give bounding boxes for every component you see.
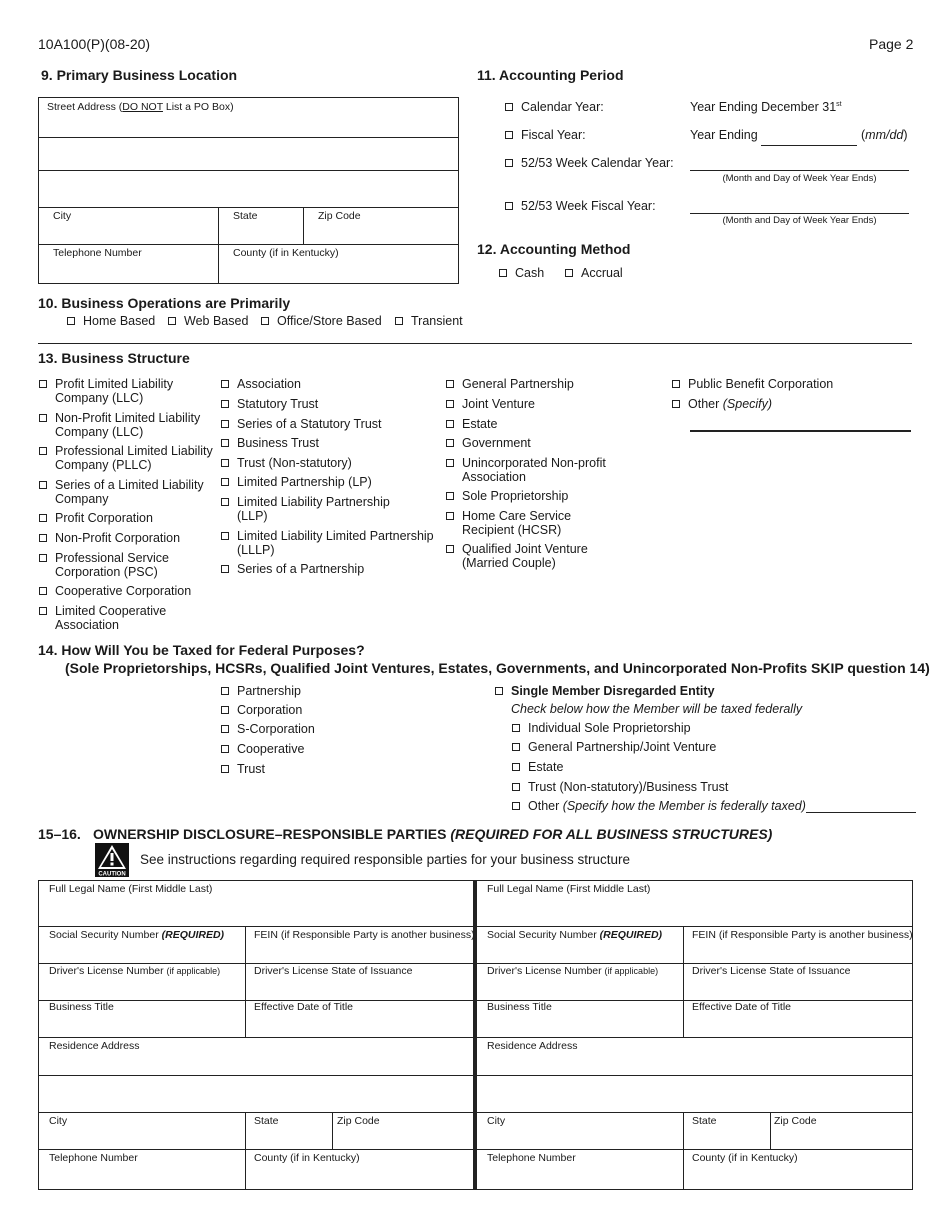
county-field[interactable] [219, 260, 458, 283]
state-label: State [233, 210, 258, 222]
party2-city-label: City [487, 1115, 506, 1127]
structure-option[interactable]: Non-Profit Corporation [39, 531, 180, 545]
party2-title-field[interactable] [478, 1015, 682, 1036]
week-calendar-note: (Month and Day of Week Year Ends) [722, 173, 877, 184]
section-divider [38, 343, 912, 344]
party1-county-field[interactable] [246, 1166, 472, 1189]
party2-phone-field[interactable] [478, 1166, 682, 1189]
cash-checkbox[interactable]: Cash [499, 266, 544, 280]
structure-option[interactable]: Limited Cooperative Association [39, 604, 166, 632]
party1-zip-field[interactable] [333, 1129, 472, 1148]
caution-icon [95, 843, 129, 877]
zip-label: Zip Code [318, 210, 361, 222]
street-address-line3-field[interactable] [39, 171, 458, 206]
tax-partnership-checkbox[interactable]: Partnership [221, 684, 301, 698]
structure-option[interactable]: Profit Corporation [39, 511, 153, 525]
zip-field[interactable] [304, 222, 458, 243]
party2-name-label: Full Legal Name (First Middle Last) [487, 883, 651, 895]
party2-eff-date-label: Effective Date of Title [692, 1001, 792, 1013]
structure-option[interactable]: Association [221, 377, 301, 391]
section-12-title: 12. Accounting Method [477, 241, 631, 257]
structure-option[interactable]: Home Care Service Recipient (HCSR) [446, 509, 571, 537]
structure-option[interactable]: Professional Service Corporation (PSC) [39, 551, 169, 579]
party1-city-field[interactable] [39, 1129, 244, 1148]
structure-option[interactable]: Series of a Limited Liability Company [39, 478, 204, 506]
party2-title-label: Business Title [487, 1001, 552, 1013]
smde-note: Check below how the Member will be taxed federally [511, 702, 803, 716]
fiscal-year-end-field[interactable] [761, 145, 857, 146]
structure-option[interactable]: Government [446, 436, 531, 450]
party1-state-label: State [254, 1115, 279, 1127]
structure-option[interactable]: Profit Limited Liability Company (LLC) [39, 377, 173, 405]
party1-zip-label: Zip Code [337, 1115, 380, 1127]
party2-county-label: County (if in Kentucky) [692, 1152, 798, 1164]
party1-city-label: City [49, 1115, 68, 1127]
party2-ssn-field[interactable] [478, 943, 682, 962]
party2-dl-label: Driver's License Number (if applicable) [487, 965, 659, 977]
structure-option[interactable]: Estate [446, 417, 497, 431]
structure-option[interactable]: Non-Profit Limited Liability Company (LLC) [39, 411, 200, 439]
web-based-checkbox[interactable]: Web Based [168, 314, 248, 328]
structure-option[interactable]: Limited Liability Limited Partnership (LLLP) [221, 529, 434, 557]
party2-phone-label: Telephone Number [487, 1152, 576, 1164]
party2-fein-field[interactable] [684, 943, 912, 962]
street-address-field[interactable] [39, 111, 458, 136]
structure-option[interactable]: Business Trust [221, 436, 319, 450]
party1-phone-label: Telephone Number [49, 1152, 138, 1164]
party1-dl-state-label: Driver's License State of Issuance [254, 965, 413, 977]
structure-option[interactable]: Sole Proprietorship [446, 489, 568, 503]
party2-residence-label: Residence Address [487, 1040, 578, 1052]
fiscal-year-format: (mm/dd) [861, 128, 908, 142]
smde-other-field[interactable] [806, 812, 916, 813]
structure-option[interactable]: Trust (Non-statutory) [221, 456, 352, 470]
section-15-title: OWNERSHIP DISCLOSURE–RESPONSIBLE PARTIES (REQUIRED FOR ALL BUSINESS STRUCTURES) [93, 826, 773, 842]
smde-option[interactable]: General Partnership/Joint Venture [512, 740, 716, 754]
party1-dl-field[interactable] [39, 979, 244, 999]
office-store-checkbox[interactable]: Office/Store Based [261, 314, 382, 328]
smde-option[interactable]: Estate [512, 760, 563, 774]
section-9-title: 9. Primary Business Location [41, 67, 238, 83]
tax-scorp-checkbox[interactable]: S-Corporation [221, 722, 315, 736]
svg-text:CAUTION: CAUTION [98, 871, 126, 877]
party1-ssn-label: Social Security Number (REQUIRED) [49, 929, 225, 941]
structure-option[interactable]: Cooperative Corporation [39, 584, 191, 598]
party2-dl-field[interactable] [478, 979, 682, 999]
structure-option[interactable]: Joint Venture [446, 397, 535, 411]
smde-other-checkbox[interactable]: Other (Specify how the Member is federally taxed) [512, 799, 806, 813]
city-label: City [53, 210, 72, 222]
section-13-title: 13. Business Structure [38, 350, 190, 366]
party1-eff-date-field[interactable] [246, 1015, 472, 1036]
calendar-year-checkbox[interactable]: Calendar Year: [505, 100, 604, 114]
calendar-year-value: Year Ending December 31st [690, 100, 842, 114]
party1-fein-field[interactable] [246, 943, 472, 962]
party2-name-field[interactable] [478, 898, 912, 925]
structure-option[interactable]: Unincorporated Non-profit Association [446, 456, 606, 484]
party2-fein-label: FEIN (if Responsible Party is another business) [692, 929, 913, 941]
party2-zip-label: Zip Code [774, 1115, 817, 1127]
party2-eff-date-field[interactable] [684, 1015, 912, 1036]
public-benefit-checkbox[interactable]: Public Benefit Corporation [672, 377, 833, 391]
party1-name-field[interactable] [39, 898, 472, 925]
structure-option[interactable]: Limited Liability Partnership (LLP) [221, 495, 390, 523]
week-fiscal-checkbox[interactable]: 52/53 Week Fiscal Year: [505, 199, 656, 213]
county-label: County (if in Kentucky) [233, 247, 339, 259]
party2-residence-field[interactable] [478, 1054, 912, 1111]
week-calendar-checkbox[interactable]: 52/53 Week Calendar Year: [505, 156, 674, 170]
structure-option[interactable]: General Partnership [446, 377, 574, 391]
tax-cooperative-checkbox[interactable]: Cooperative [221, 742, 304, 756]
week-fiscal-field[interactable] [690, 213, 909, 214]
party2-dl-state-field[interactable] [684, 979, 912, 999]
tax-corporation-checkbox[interactable]: Corporation [221, 703, 302, 717]
section-10-title: 10. Business Operations are Primarily [38, 295, 291, 311]
section-15-number: 15–16. [38, 826, 81, 842]
telephone-label: Telephone Number [53, 247, 142, 259]
page-number: Page 2 [869, 36, 914, 52]
section-11-title: 11. Accounting Period [477, 67, 624, 83]
party2-state-label: State [692, 1115, 717, 1127]
party1-phone-field[interactable] [39, 1166, 244, 1189]
form-id: 10A100(P)(08-20) [38, 36, 151, 52]
other-structure-field[interactable] [690, 430, 911, 432]
party2-dl-state-label: Driver's License State of Issuance [692, 965, 851, 977]
week-calendar-field[interactable] [690, 170, 909, 171]
party2-city-field[interactable] [478, 1129, 682, 1148]
party1-title-label: Business Title [49, 1001, 114, 1013]
section-14-subtitle: (Sole Proprietorships, HCSRs, Qualified Joint Ventures, Estates, Governments, and Unincorporated Non-Profits SKIP question 14) [65, 660, 930, 676]
party1-ssn-field[interactable] [39, 943, 244, 962]
smde-checkbox[interactable]: Single Member Disregarded Entity [495, 684, 715, 698]
caution-note: See instructions regarding required responsible parties for your business structure [140, 852, 631, 867]
party1-eff-date-label: Effective Date of Title [254, 1001, 354, 1013]
accrual-checkbox[interactable]: Accrual [565, 266, 623, 280]
street-address-line2-field[interactable] [39, 138, 458, 169]
structure-option[interactable]: Series of a Partnership [221, 562, 364, 576]
section-14-title: 14. How Will You be Taxed for Federal Purposes? [38, 642, 365, 658]
smde-option[interactable]: Individual Sole Proprietorship [512, 721, 691, 735]
structure-option[interactable]: Qualified Joint Venture (Married Couple) [446, 542, 588, 570]
structure-option[interactable]: Series of a Statutory Trust [221, 417, 382, 431]
party1-fein-label: FEIN (if Responsible Party is another business) [254, 929, 475, 941]
party1-county-label: County (if in Kentucky) [254, 1152, 360, 1164]
party1-dl-state-field[interactable] [246, 979, 472, 999]
state-field[interactable] [219, 222, 302, 243]
smde-option[interactable]: Trust (Non-statutory)/Business Trust [512, 780, 728, 794]
structure-option[interactable]: Statutory Trust [221, 397, 318, 411]
week-fiscal-note: (Month and Day of Week Year Ends) [722, 215, 877, 226]
street-address-label: Street Address (DO NOT List a PO Box) [47, 101, 234, 113]
party2-zip-field[interactable] [771, 1129, 912, 1148]
party1-residence-label: Residence Address [49, 1040, 140, 1052]
party1-residence-field[interactable] [39, 1054, 472, 1111]
party1-name-label: Full Legal Name (First Middle Last) [49, 883, 213, 895]
party2-state-field[interactable] [684, 1129, 769, 1148]
party1-title-field[interactable] [39, 1015, 244, 1036]
party1-dl-label: Driver's License Number (if applicable) [49, 965, 221, 977]
structure-option[interactable]: Limited Partnership (LP) [221, 475, 372, 489]
structure-option[interactable]: Professional Limited Liability Company (PLLC) [39, 444, 213, 472]
party1-state-field[interactable] [246, 1129, 331, 1148]
party2-county-field[interactable] [684, 1166, 912, 1189]
transient-checkbox[interactable]: Transient [395, 314, 463, 328]
home-based-checkbox[interactable]: Home Based [67, 314, 155, 328]
tax-trust-checkbox[interactable]: Trust [221, 762, 265, 776]
other-structure-checkbox[interactable]: Other (Specify) [672, 397, 772, 411]
party2-ssn-label: Social Security Number (REQUIRED) [487, 929, 663, 941]
fiscal-year-checkbox[interactable]: Fiscal Year: [505, 128, 586, 142]
telephone-field[interactable] [39, 260, 217, 283]
city-field[interactable] [39, 222, 217, 243]
fiscal-year-label: Year Ending [690, 128, 758, 142]
